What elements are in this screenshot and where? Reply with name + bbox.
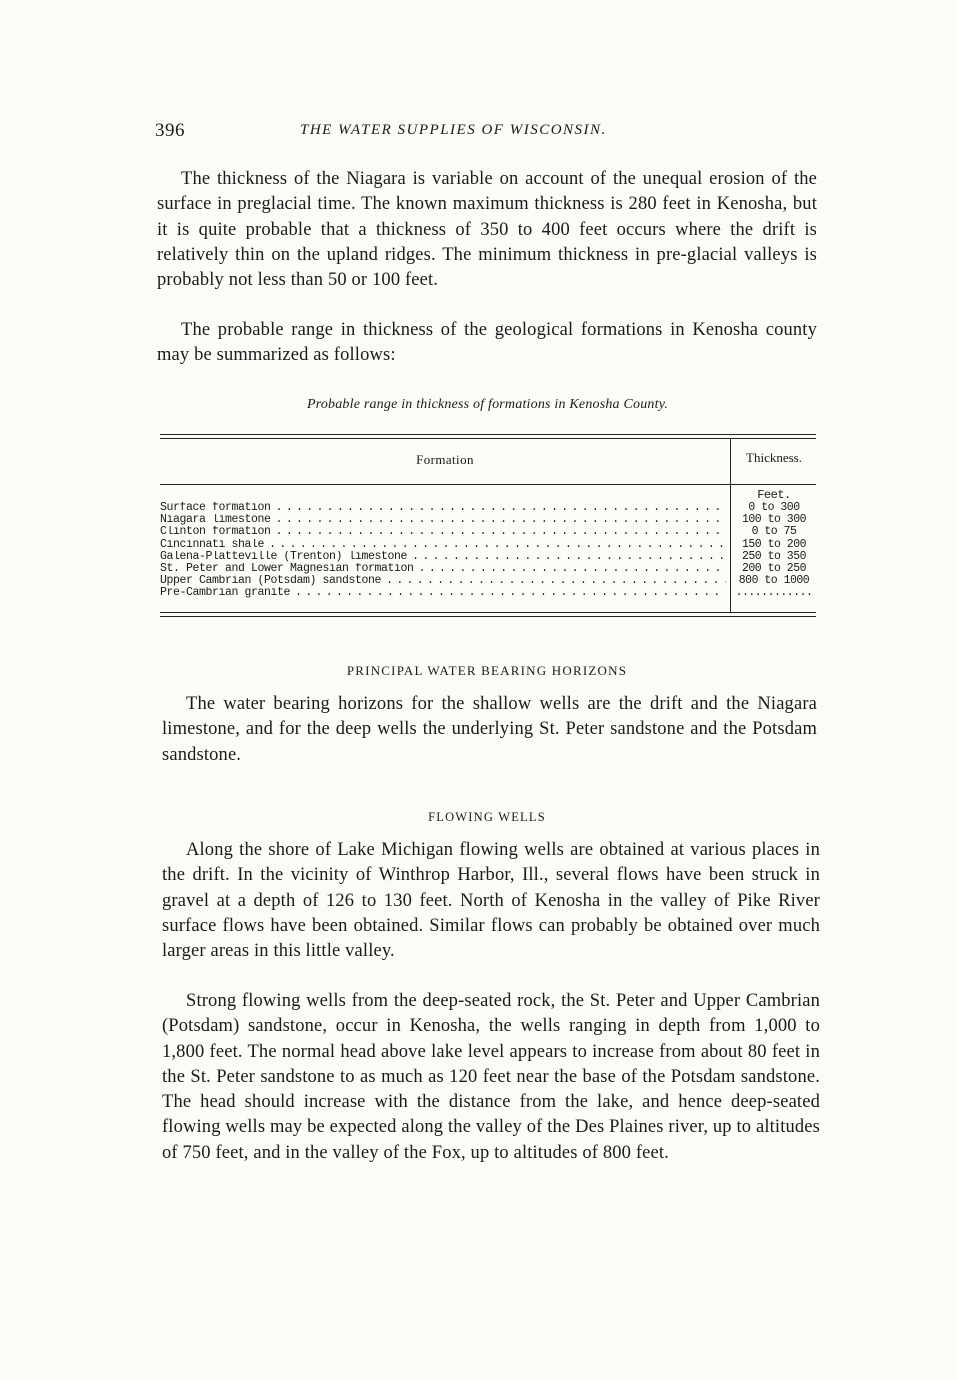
page-header bbox=[155, 120, 815, 144]
table-row bbox=[160, 539, 816, 551]
table-top-rule-2 bbox=[160, 438, 816, 439]
table-caption: Probable range in thickness of formations in Kenosha County. bbox=[306, 397, 669, 412]
thickness-table bbox=[160, 502, 816, 600]
table-row bbox=[160, 575, 816, 587]
table-row bbox=[160, 514, 816, 526]
formation-thickness: 200 to 250 bbox=[741, 561, 806, 575]
section-heading-water-bearing: PRINCIPAL WATER BEARING HORIZONS bbox=[346, 663, 628, 678]
paragraph-niagara-thickness: The thickness of the Niagara is variable on account of the unequal erosion of the surface in preglacial time. The known maximum thickness is 280 feet in Kenosha, but it is quite probable that a thickness of 350 to 400 feet occurs where the drift is relatively thin on the upland ridges. The minimum thickness in pre-glacial valleys is probably not less than 50 or 100 feet. bbox=[157, 169, 817, 291]
formation-name: Galena-Platteville (Trenton) limestone . . . bbox=[160, 551, 726, 563]
table-header-row bbox=[160, 440, 816, 484]
paragraph-lake-michigan-wells: Along the shore of Lake Michigan flowing wells are obtained at various places in the drift. In the vicinity of Winthrop Harbor, Ill., several flows have been struck in gravel at a depth of 126 to 130 feet. North of Kenosha in the valley of Pike River surface flows have been obtained. Similar flows can probably be obtained over much larger areas in this little valley. bbox=[162, 840, 820, 962]
formation-thickness: 800 to 1000 bbox=[738, 574, 810, 588]
formation-thickness: 0 to 75 bbox=[751, 525, 797, 539]
formation-thickness: 0 to 300 bbox=[748, 501, 800, 514]
paragraph-water-bearing: The water bearing horizons for the shallow wells are the drift and the Niagara limestone, and for the deep wells the underlying St. Peter sandstone and the Potsdam sandstone. bbox=[162, 694, 817, 765]
formation-name: St. Peter and Lower Magnesian formation . . . bbox=[160, 563, 726, 575]
table-bottom-rule-2 bbox=[160, 616, 816, 617]
formation-thickness: 250 to 350 bbox=[741, 549, 806, 563]
formation-name: Surface formation . . . bbox=[160, 502, 726, 514]
table-header-formation: Formation bbox=[416, 452, 474, 467]
table-bottom-rule bbox=[160, 612, 816, 613]
table-units-label: Feet. bbox=[757, 488, 791, 502]
formation-name: Upper Cambrian (Potsdam) sandstone . . . bbox=[160, 575, 726, 587]
table-row bbox=[160, 526, 816, 538]
running-title: THE WATER SUPPLIES OF WISCONSIN. bbox=[300, 122, 607, 138]
table-header-rule bbox=[160, 484, 816, 485]
table-row bbox=[160, 502, 816, 514]
formation-name: Cincinnati shale . . . bbox=[160, 539, 726, 551]
formation-thickness: ............ bbox=[735, 586, 813, 600]
formation-name: Pre-Cambrian granite . . . bbox=[160, 587, 726, 599]
section-heading-flowing-wells: FLOWING WELLS bbox=[428, 810, 546, 824]
table-header-thickness: Thickness. bbox=[746, 450, 802, 465]
table-row bbox=[160, 587, 816, 599]
formation-name: Clinton formation . . . bbox=[160, 526, 726, 538]
page-number: 396 bbox=[155, 120, 185, 141]
formation-thickness: 100 to 300 bbox=[741, 513, 806, 527]
paragraph-range-intro: The probable range in thickness of the geological formations in Kenosha county may be summarized as follows: bbox=[157, 320, 817, 366]
table-row bbox=[160, 563, 816, 575]
table-row bbox=[160, 551, 816, 563]
formation-name: Niagara limestone . . . bbox=[160, 514, 726, 526]
table-top-rule bbox=[160, 434, 816, 435]
formation-thickness: 150 to 200 bbox=[741, 537, 806, 551]
paragraph-deep-seated-wells: Strong flowing wells from the deep-seated rock, the St. Peter and Upper Cambrian (Potsdam) sandstone, occur in Kenosha, the wells ranging in depth from 1,000 to 1,800 feet. The normal head above lake level appears to increase from about 80 feet in the St. Peter sandstone to as much as 120 feet near the base of the Potsdam sandstone. The head should increase with the distance from the lake, and hence deep-seated flowing wells may be expected along the valley of the Des Plaines river, up to altitudes of 750 feet, and in the valley of the Fox, up to altitudes of 800 feet. bbox=[162, 991, 820, 1163]
